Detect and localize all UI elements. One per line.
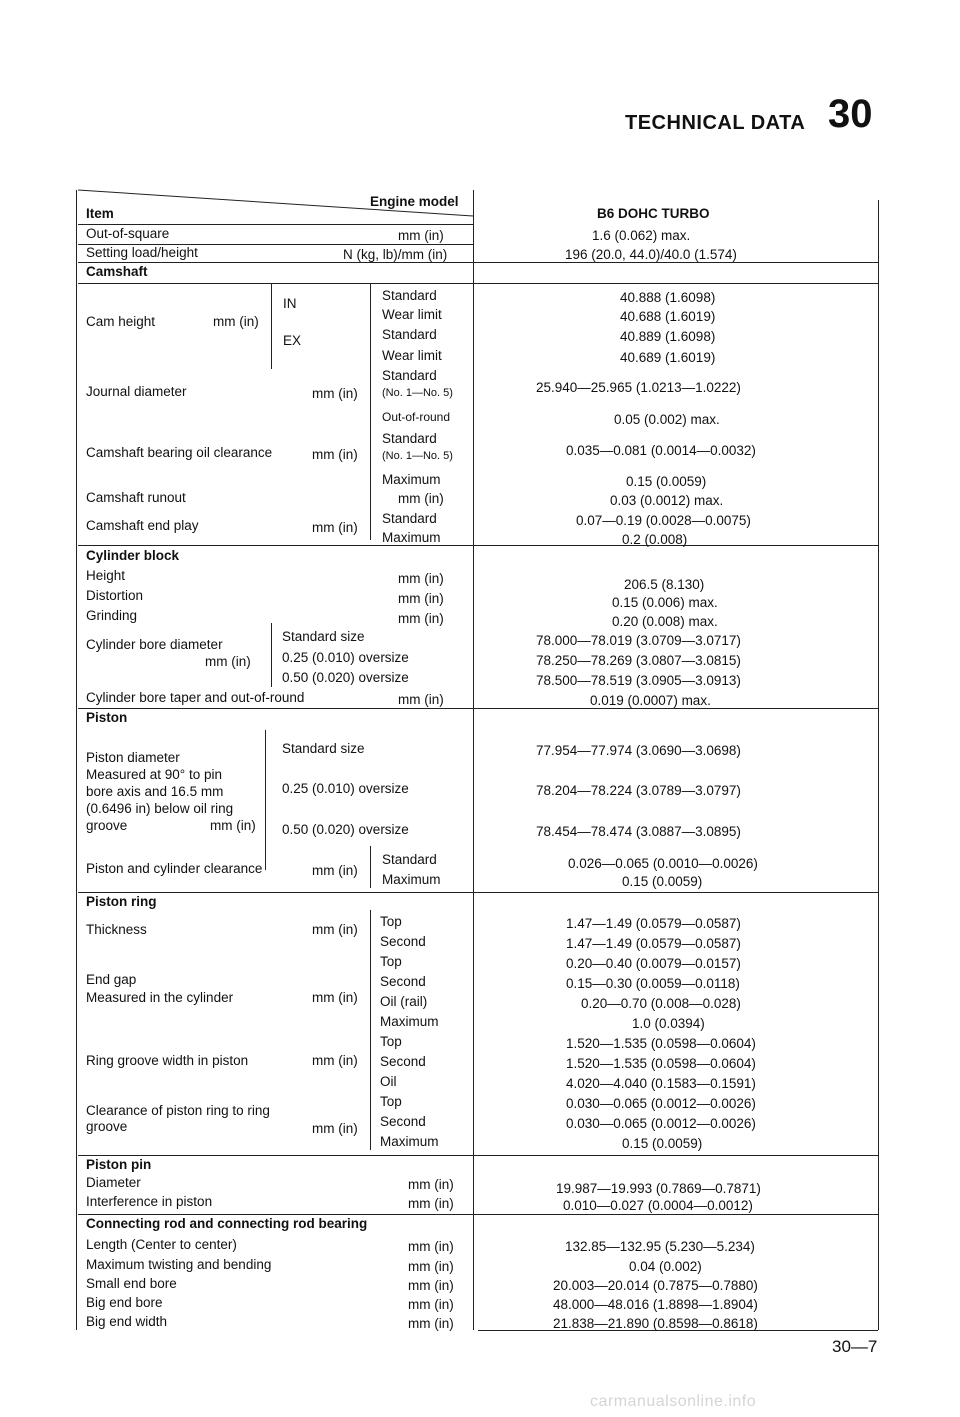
sub-label: 0.50 (0.020) oversize bbox=[282, 670, 409, 685]
section-heading: Cylinder block bbox=[86, 548, 180, 563]
sub-label: Maximum bbox=[382, 872, 441, 887]
rule bbox=[78, 262, 878, 263]
row-value: 0.04 (0.002) bbox=[629, 1259, 702, 1274]
row-label: Big end width bbox=[86, 1314, 168, 1329]
row-unit: mm (in) bbox=[408, 1196, 454, 1211]
row-unit: mm (in) bbox=[408, 1316, 454, 1331]
sub-label: Top bbox=[380, 1094, 402, 1109]
section-heading: Piston ring bbox=[86, 894, 157, 909]
rule bbox=[271, 623, 272, 687]
row-label: Big end bore bbox=[86, 1295, 163, 1310]
sub-label: Second bbox=[380, 1054, 426, 1069]
row-label: Interference in piston bbox=[86, 1194, 213, 1209]
sub-value: 0.15 (0.0059) bbox=[626, 474, 707, 489]
row-label-line: Piston diameter bbox=[86, 750, 180, 765]
row-label: Cylinder bore taper and out-of-round bbox=[86, 690, 305, 705]
row-label: Distortion bbox=[86, 588, 144, 603]
sub-value: 0.2 (0.008) bbox=[622, 532, 688, 547]
engine-model-label: Engine model bbox=[370, 194, 459, 209]
row-label: Height bbox=[86, 568, 126, 583]
sub-value: 0.035—0.081 (0.0014—0.0032) bbox=[566, 443, 756, 458]
sub-value: 40.889 (1.6098) bbox=[620, 329, 716, 344]
header-rule bbox=[78, 224, 473, 225]
row-unit: mm (in) bbox=[312, 1121, 358, 1136]
sub-value: 25.940—25.965 (1.0213—1.0222) bbox=[536, 380, 741, 395]
row-label: Journal diameter bbox=[86, 384, 187, 399]
column-title: B6 DOHC TURBO bbox=[597, 206, 710, 221]
rule bbox=[271, 284, 272, 369]
row-unit: mm (in) bbox=[398, 611, 444, 626]
sub-label: 0.50 (0.020) oversize bbox=[282, 822, 409, 837]
row-unit: mm (in) bbox=[408, 1177, 454, 1192]
row-value: 0.019 (0.0007) max. bbox=[590, 693, 711, 708]
row-unit: mm (in) bbox=[408, 1259, 454, 1274]
row-label-line: bore axis and 16.5 mm bbox=[86, 784, 224, 799]
row-unit: mm (in) bbox=[398, 228, 444, 243]
sub-label: Maximum bbox=[380, 1134, 439, 1149]
row-value: 132.85—132.95 (5.230—5.234) bbox=[565, 1239, 755, 1254]
row-label-line: groove bbox=[86, 818, 128, 833]
sub-label-detail: (No. 1—No. 5) bbox=[382, 387, 453, 399]
sub-label: Standard bbox=[382, 368, 437, 383]
table-left-border bbox=[76, 190, 77, 1330]
sub-label: Maximum bbox=[380, 1014, 439, 1029]
sub-value: 78.250—78.269 (3.0807—3.0815) bbox=[536, 653, 741, 668]
row-label-line: Measured at 90° to pin bbox=[86, 767, 222, 782]
row-unit: mm (in) bbox=[312, 863, 358, 878]
sub-label: Out-of-round bbox=[382, 410, 451, 424]
sub-label-detail: (No. 1—No. 5) bbox=[382, 450, 453, 462]
sub-label: Wear limit bbox=[382, 307, 442, 322]
sub-label: Top bbox=[380, 914, 402, 929]
sub-value: 0.05 (0.002) max. bbox=[614, 412, 720, 427]
row-unit: mm (in) bbox=[408, 1297, 454, 1312]
row-unit: mm (in) bbox=[398, 491, 444, 506]
section-heading: Piston bbox=[86, 710, 128, 725]
sub-label: Standard bbox=[382, 288, 437, 303]
row-label: Cylinder bore diameter bbox=[86, 637, 223, 652]
row-label: Small end bore bbox=[86, 1276, 177, 1291]
sub-value: 0.030—0.065 (0.0012—0.0026) bbox=[566, 1096, 756, 1111]
section-heading: Piston pin bbox=[86, 1157, 152, 1172]
row-unit: mm (in) bbox=[312, 1053, 358, 1068]
sub-label: Top bbox=[380, 1034, 402, 1049]
section-heading: Connecting rod and connecting rod bearing bbox=[86, 1216, 368, 1231]
row-value: 48.000—48.016 (1.8898—1.8904) bbox=[553, 1297, 758, 1312]
sub-value: 0.026—0.065 (0.0010—0.0026) bbox=[568, 856, 758, 871]
sub-value: 1.520—1.535 (0.0598—0.0604) bbox=[566, 1056, 756, 1071]
row-label: Cam height bbox=[86, 314, 156, 329]
sub-label: Maximum bbox=[382, 472, 441, 487]
row-unit: mm (in) bbox=[312, 386, 358, 401]
page-number: 30—7 bbox=[832, 1337, 878, 1356]
row-value: 20.003—20.014 (0.7875—0.7880) bbox=[553, 1278, 758, 1293]
sub-label: Second bbox=[380, 1114, 426, 1129]
rule bbox=[78, 1155, 878, 1156]
sub-value: 40.689 (1.6019) bbox=[620, 350, 716, 365]
page-title: TECHNICAL DATA bbox=[625, 112, 806, 134]
rule bbox=[370, 284, 371, 540]
sub-value: 0.15 (0.0059) bbox=[622, 1136, 703, 1151]
row-value: 0.010—0.027 (0.0004—0.0012) bbox=[563, 1198, 753, 1213]
sub-value: 0.20—0.40 (0.0079—0.0157) bbox=[566, 956, 741, 971]
row-value: 21.838—21.890 (0.8598—0.8618) bbox=[553, 1316, 758, 1331]
watermark: carmanualsonline.info bbox=[590, 1393, 757, 1410]
row-label: Thickness bbox=[86, 922, 147, 937]
row-value: 0.15 (0.006) max. bbox=[612, 595, 718, 610]
row-label-line: groove bbox=[86, 1119, 128, 1134]
row-value: 19.987—19.993 (0.7869—0.7871) bbox=[556, 1181, 761, 1196]
section-heading: Camshaft bbox=[86, 264, 148, 279]
section-number: 30 bbox=[828, 92, 873, 136]
row-value: 0.20 (0.008) max. bbox=[612, 614, 718, 629]
row-label: Length (Center to center) bbox=[86, 1237, 237, 1252]
sub-label: Standard bbox=[382, 511, 437, 526]
sub-label: Oil (rail) bbox=[380, 994, 428, 1009]
row-unit: mm (in) bbox=[210, 818, 256, 833]
row-label: Grinding bbox=[86, 608, 138, 623]
rule bbox=[265, 730, 266, 870]
row-unit: mm (in) bbox=[398, 571, 444, 586]
sub-value: 0.15—0.30 (0.0059—0.0118) bbox=[566, 976, 740, 991]
rule bbox=[370, 910, 371, 1150]
rule bbox=[78, 545, 878, 546]
row-unit: mm (in) bbox=[312, 990, 358, 1005]
sub-value: 1.47—1.49 (0.0579—0.0587) bbox=[566, 936, 741, 951]
row-label: Camshaft bearing oil clearance bbox=[86, 445, 273, 460]
sub-value: 0.030—0.065 (0.0012—0.0026) bbox=[566, 1116, 756, 1131]
item-label: Item bbox=[86, 206, 114, 221]
table-right-border bbox=[878, 200, 879, 1330]
row-unit: mm (in) bbox=[312, 520, 358, 535]
sub-label: 0.25 (0.010) oversize bbox=[282, 781, 409, 796]
sub-value: 78.204—78.224 (3.0789—3.0797) bbox=[536, 783, 741, 798]
row-value: 0.03 (0.0012) max. bbox=[610, 493, 724, 508]
row-label-line: End gap bbox=[86, 972, 137, 987]
rule bbox=[78, 708, 878, 709]
sub-value: 1.520—1.535 (0.0598—0.0604) bbox=[566, 1036, 756, 1051]
sub-label: Standard size bbox=[282, 629, 365, 644]
sub-label: Oil bbox=[380, 1074, 397, 1089]
row-label-line: (0.6496 in) below oil ring bbox=[86, 801, 234, 816]
row-value: 206.5 (8.130) bbox=[624, 577, 705, 592]
sub-label: Standard bbox=[382, 852, 437, 867]
row-unit: mm (in) bbox=[312, 922, 358, 937]
row-label: Camshaft runout bbox=[86, 490, 186, 505]
sub-label: Top bbox=[380, 954, 402, 969]
intake-label: IN bbox=[283, 296, 297, 311]
rule bbox=[370, 846, 371, 888]
row-unit: mm (in) bbox=[398, 591, 444, 606]
sub-label: Second bbox=[380, 934, 426, 949]
sub-label: 0.25 (0.010) oversize bbox=[282, 650, 409, 665]
row-label: Ring groove width in piston bbox=[86, 1053, 249, 1068]
sub-label: Standard bbox=[382, 327, 437, 342]
sub-label: Standard bbox=[382, 431, 437, 446]
sub-value: 78.500—78.519 (3.0905—3.0913) bbox=[536, 673, 741, 688]
sub-value: 4.020—4.040 (0.1583—0.1591) bbox=[566, 1076, 756, 1091]
sub-value: 0.15 (0.0059) bbox=[622, 874, 703, 889]
sub-label: Second bbox=[380, 974, 426, 989]
row-unit: mm (in) bbox=[213, 314, 259, 329]
row-unit: mm (in) bbox=[312, 447, 358, 462]
sub-label: Wear limit bbox=[382, 348, 442, 363]
sub-value: 40.688 (1.6019) bbox=[620, 309, 716, 324]
rule bbox=[78, 283, 878, 284]
row-label: Out-of-square bbox=[86, 226, 170, 241]
row-value: 1.6 (0.062) max. bbox=[592, 228, 691, 243]
sub-value: 1.0 (0.0394) bbox=[632, 1016, 705, 1031]
rule bbox=[78, 892, 878, 893]
row-unit: N (kg, lb)/mm (in) bbox=[343, 247, 448, 262]
row-value: 196 (20.0, 44.0)/40.0 (1.574) bbox=[565, 247, 737, 262]
row-label: Camshaft end play bbox=[86, 518, 199, 533]
sub-value: 78.454—78.474 (3.0887—3.0895) bbox=[536, 824, 741, 839]
rule bbox=[78, 1214, 878, 1215]
sub-value: 77.954—77.974 (3.0690—3.0698) bbox=[536, 743, 741, 758]
row-label: Maximum twisting and bending bbox=[86, 1257, 272, 1272]
table-mid-border bbox=[473, 190, 474, 1330]
row-label-line: Clearance of piston ring to ring bbox=[86, 1103, 270, 1118]
sub-label: Maximum bbox=[382, 530, 441, 545]
sub-label: Standard size bbox=[282, 741, 365, 756]
sub-value: 0.07—0.19 (0.0028—0.0075) bbox=[576, 513, 751, 528]
row-label: Setting load/height bbox=[86, 245, 198, 260]
sub-value: 1.47—1.49 (0.0579—0.0587) bbox=[566, 916, 741, 931]
row-label: Piston and cylinder clearance bbox=[86, 861, 263, 876]
row-unit: mm (in) bbox=[408, 1239, 454, 1254]
exhaust-label: EX bbox=[283, 333, 302, 348]
sub-value: 78.000—78.019 (3.0709—3.0717) bbox=[536, 633, 741, 648]
row-unit: mm (in) bbox=[398, 692, 444, 707]
sub-value: 0.20—0.70 (0.008—0.028) bbox=[581, 996, 741, 1011]
row-unit: mm (in) bbox=[408, 1278, 454, 1293]
row-label: Diameter bbox=[86, 1175, 141, 1190]
row-unit: mm (in) bbox=[205, 654, 251, 669]
row-label-line: Measured in the cylinder bbox=[86, 990, 234, 1005]
sub-value: 40.888 (1.6098) bbox=[620, 290, 716, 305]
